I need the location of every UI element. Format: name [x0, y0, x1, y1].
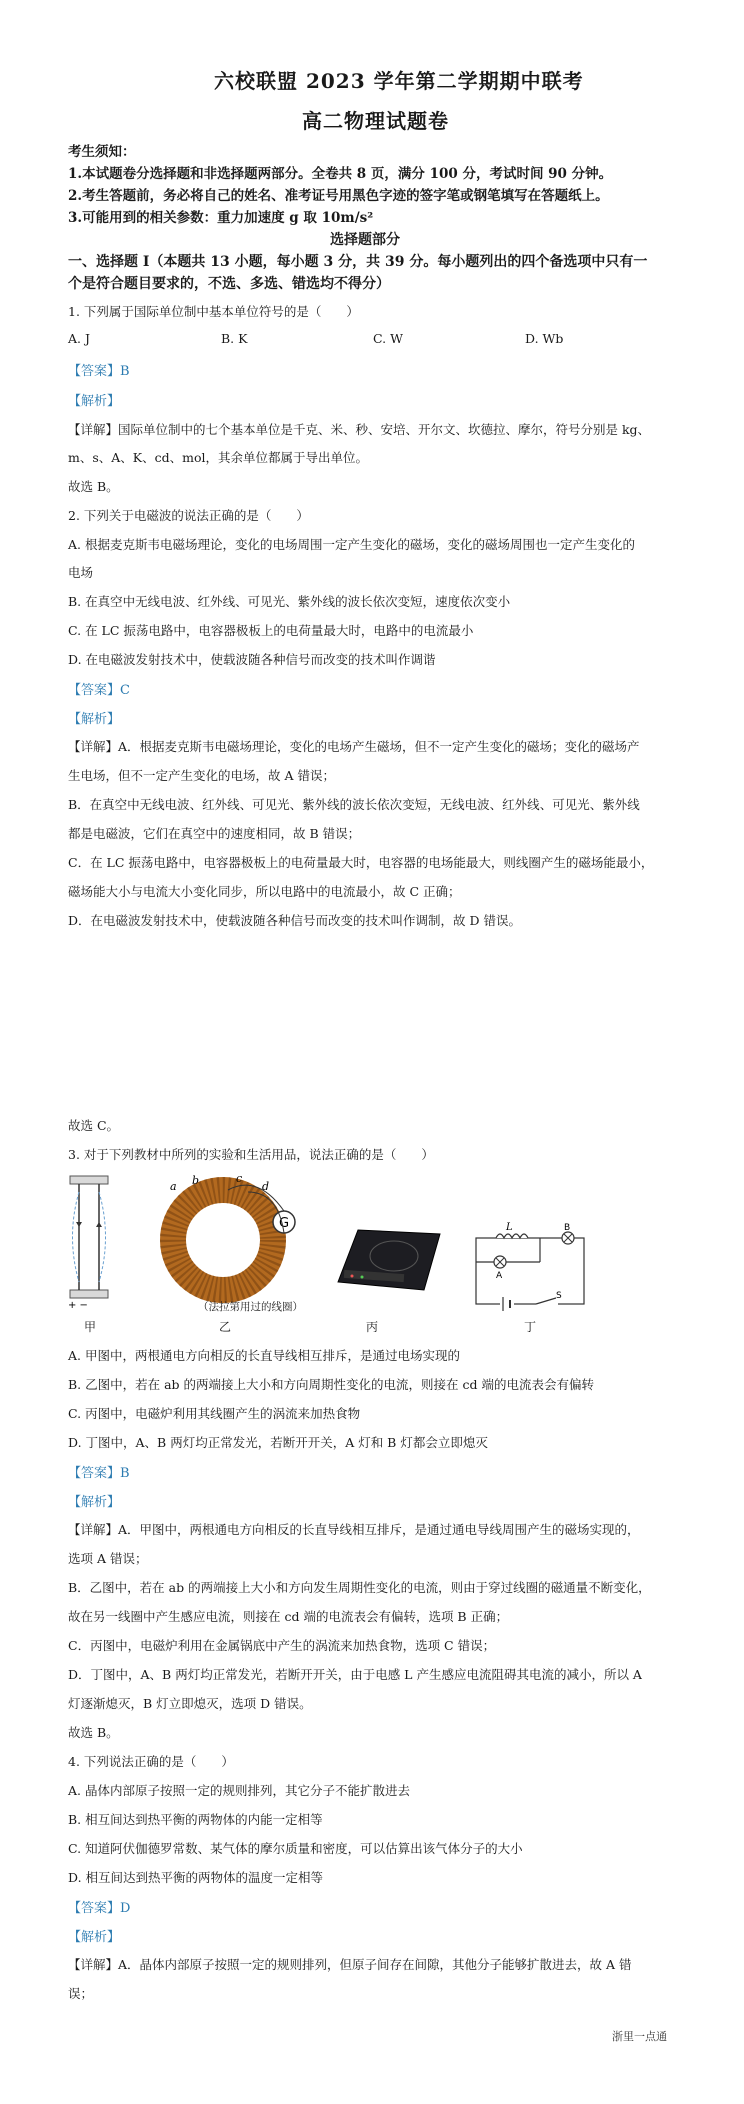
svg-text:A: A	[496, 1271, 503, 1281]
detail-text: B．在真空中无线电波、红外线、可见光、紫外线的波长依次变短，无线电波、红外线、可见光、紫外线	[68, 797, 640, 812]
svg-text:a: a	[170, 1180, 177, 1193]
detail-text: C．在 LC 振荡电路中，电容器极板上的电荷量最大时，电容器的电场能最大，则线圈产生的磁场能最小，	[68, 855, 654, 870]
conclusion-text: 故选 B。	[68, 479, 119, 494]
figure-parallel-wires	[64, 1172, 114, 1312]
svg-text:B: B	[564, 1223, 571, 1233]
analysis-label: 【解析】	[68, 1930, 121, 1945]
exam-title: 六校联盟 2023 学年第二学期期中联考	[214, 69, 584, 93]
svg-text:G: G	[279, 1216, 290, 1231]
figure-label-bing: 丙	[366, 1320, 379, 1334]
question-stem: 3. 对于下列教材中所列的实验和生活用品，说法正确的是（ ）	[68, 1147, 434, 1162]
notice-item: 3.可能用到的相关参数：重力加速度 g 取 10m/s²	[68, 210, 374, 226]
option-a: A. J	[68, 331, 90, 346]
option-a: A. 根据麦克斯韦电磁场理论，变化的电场周围一定产生变化的磁场，变化的磁场周围也一定产生变化的	[68, 537, 635, 552]
option-a-cont: 电场	[68, 565, 94, 580]
section-heading: 一、选择题 I（本题共 13 小题，每小题 3 分，共 39 分。每小题列出的四个备选项中只有一	[68, 254, 648, 270]
figure-label-yi: 乙	[219, 1320, 232, 1334]
detail-text: 磁场能大小与电流大小变化同步，所以电路中的电流最小，故 C 正确；	[68, 884, 461, 899]
exam-subtitle: 高二物理试题卷	[302, 109, 449, 133]
option-c: C. W	[373, 331, 403, 346]
answer-label: 【答案】B	[68, 1466, 130, 1481]
footer-source: 浙里一点通	[612, 2030, 667, 2043]
detail-text: 生电场，但不一定产生变化的电场，故 A 错误；	[68, 768, 335, 783]
question-stem: 4. 下列说法正确的是（ ）	[68, 1754, 234, 1769]
option-d: D. Wb	[525, 331, 564, 346]
answer-label: 【答案】D	[68, 1901, 131, 1916]
answer-label: 【答案】B	[68, 364, 130, 379]
detail-text: B．乙图中，若在 ab 的两端接上大小和方向发生周期性变化的电流，则由于穿过线圈的磁通量不断变化，	[68, 1580, 651, 1595]
option-d: D. 相互间达到热平衡的两物体的温度一定相等	[68, 1870, 324, 1885]
detail-text: 【详解】A．甲图中，两根通电方向相反的长直导线相互排斥，是通过通电导线周围产生的磁场实现的，	[68, 1522, 640, 1537]
option-a: A. 甲图中，两根通电方向相反的长直导线相互排斥，是通过电场实现的	[68, 1348, 460, 1363]
detail-text: 都是电磁波，它们在真空中的速度相同，故 B 错误；	[68, 826, 361, 841]
analysis-label: 【解析】	[68, 712, 121, 727]
svg-text:S: S	[556, 1291, 562, 1301]
notice-heading: 考生须知：	[68, 144, 136, 160]
detail-text: 选项 A 错误；	[68, 1551, 148, 1566]
analysis-label: 【解析】	[68, 1495, 121, 1510]
figure-circuit	[470, 1222, 590, 1314]
conclusion-text: 故选 C。	[68, 1118, 120, 1133]
detail-text: 【详解】国际单位制中的七个基本单位是千克、米、秒、安培、开尔文、坎德拉、摩尔，符号分别是 kg、	[68, 422, 651, 437]
detail-text: 误；	[68, 1986, 94, 2001]
svg-text:L: L	[506, 1222, 513, 1233]
detail-text: 【详解】A．晶体内部原子按照一定的规则排列，但原子间存在间隙，其他分子能够扩散进去，故 A 错	[68, 1957, 632, 1972]
option-b: B. 乙图中，若在 ab 的两端接上大小和方向周期性变化的电流，则接在 cd 端的电流表会有偏转	[68, 1377, 594, 1392]
answer-label: 【答案】C	[68, 683, 130, 698]
detail-text: 故在另一线圈中产生感应电流，则接在 cd 端的电流表会有偏转，选项 B 正确；	[68, 1609, 509, 1624]
option-c: C. 在 LC 振荡电路中，电容器极板上的电荷量最大时，电路中的电流最小	[68, 623, 474, 638]
option-c: C. 丙图中，电磁炉利用其线圈产生的涡流来加热食物	[68, 1406, 361, 1421]
option-a: A. 晶体内部原子按照一定的规则排列，其它分子不能扩散进去	[68, 1783, 410, 1798]
analysis-label: 【解析】	[68, 394, 121, 409]
detail-text: D．在电磁波发射技术中，使载波随各种信号而改变的技术叫作调制，故 D 错误。	[68, 913, 521, 928]
detail-text: 【详解】A．根据麦克斯韦电磁场理论，变化的电场产生磁场，但不一定产生变化的磁场；变化的磁场产	[68, 739, 640, 754]
question-stem: 2. 下列关于电磁波的说法正确的是（ ）	[68, 508, 309, 523]
question-stem: 1. 下列属于国际单位制中基本单位符号的是（ ）	[68, 304, 359, 319]
option-b: B. 在真空中无线电波、红外线、可见光、紫外线的波长依次变短，速度依次变小	[68, 594, 511, 609]
section-heading: 个是符合题目要求的，不选、多选、错选均不得分）	[68, 276, 390, 292]
figure-faraday-coil	[158, 1172, 308, 1312]
detail-text: D．丁图中，A、B 两灯均正常发光，若断开开关，由于电感 L 产生感应电流阻碍其电流的减小，所以 A	[68, 1667, 642, 1682]
svg-text:d: d	[262, 1180, 270, 1193]
figure-induction-cooker	[328, 1220, 448, 1300]
detail-text: C．丙图中，电磁炉利用在金属锅底中产生的涡流来加热食物，选项 C 错误；	[68, 1638, 496, 1653]
option-d: D. 在电磁波发射技术中，使载波随各种信号而改变的技术叫作调谐	[68, 652, 436, 667]
svg-text:c: c	[236, 1172, 243, 1185]
conclusion-text: 故选 B。	[68, 1725, 119, 1740]
option-d: D. 丁图中，A、B 两灯均正常发光，若断开开关，A 灯和 B 灯都会立即熄灭	[68, 1435, 488, 1450]
option-b: B. 相互间达到热平衡的两物体的内能一定相等	[68, 1812, 323, 1827]
notice-item: 2.考生答题前，务必将自己的姓名、准考证号用黑色字迹的签字笔或钢笔填写在答题纸上。	[68, 188, 609, 204]
figure-label-jia: 甲	[84, 1320, 97, 1334]
figure-caption: （法拉第用过的线圈）	[198, 1301, 303, 1313]
detail-text: 灯逐渐熄灭，B 灯立即熄灭，选项 D 错误。	[68, 1696, 312, 1711]
notice-item: 1.本试题卷分选择题和非选择题两部分。全卷共 8 页，满分 100 分，考试时间 90 分钟。	[68, 166, 613, 182]
detail-text: m、s、A、K、cd、mol，其余单位都属于导出单位。	[68, 450, 369, 465]
option-c: C. 知道阿伏伽德罗常数、某气体的摩尔质量和密度，可以估算出该气体分子的大小	[68, 1841, 523, 1856]
figure-label-ding: 丁	[524, 1320, 537, 1334]
svg-text:b: b	[192, 1174, 200, 1187]
svg-text:+ −: + −	[68, 1300, 88, 1311]
option-b: B. K	[221, 331, 248, 346]
section-title: 选择题部分	[330, 232, 400, 248]
